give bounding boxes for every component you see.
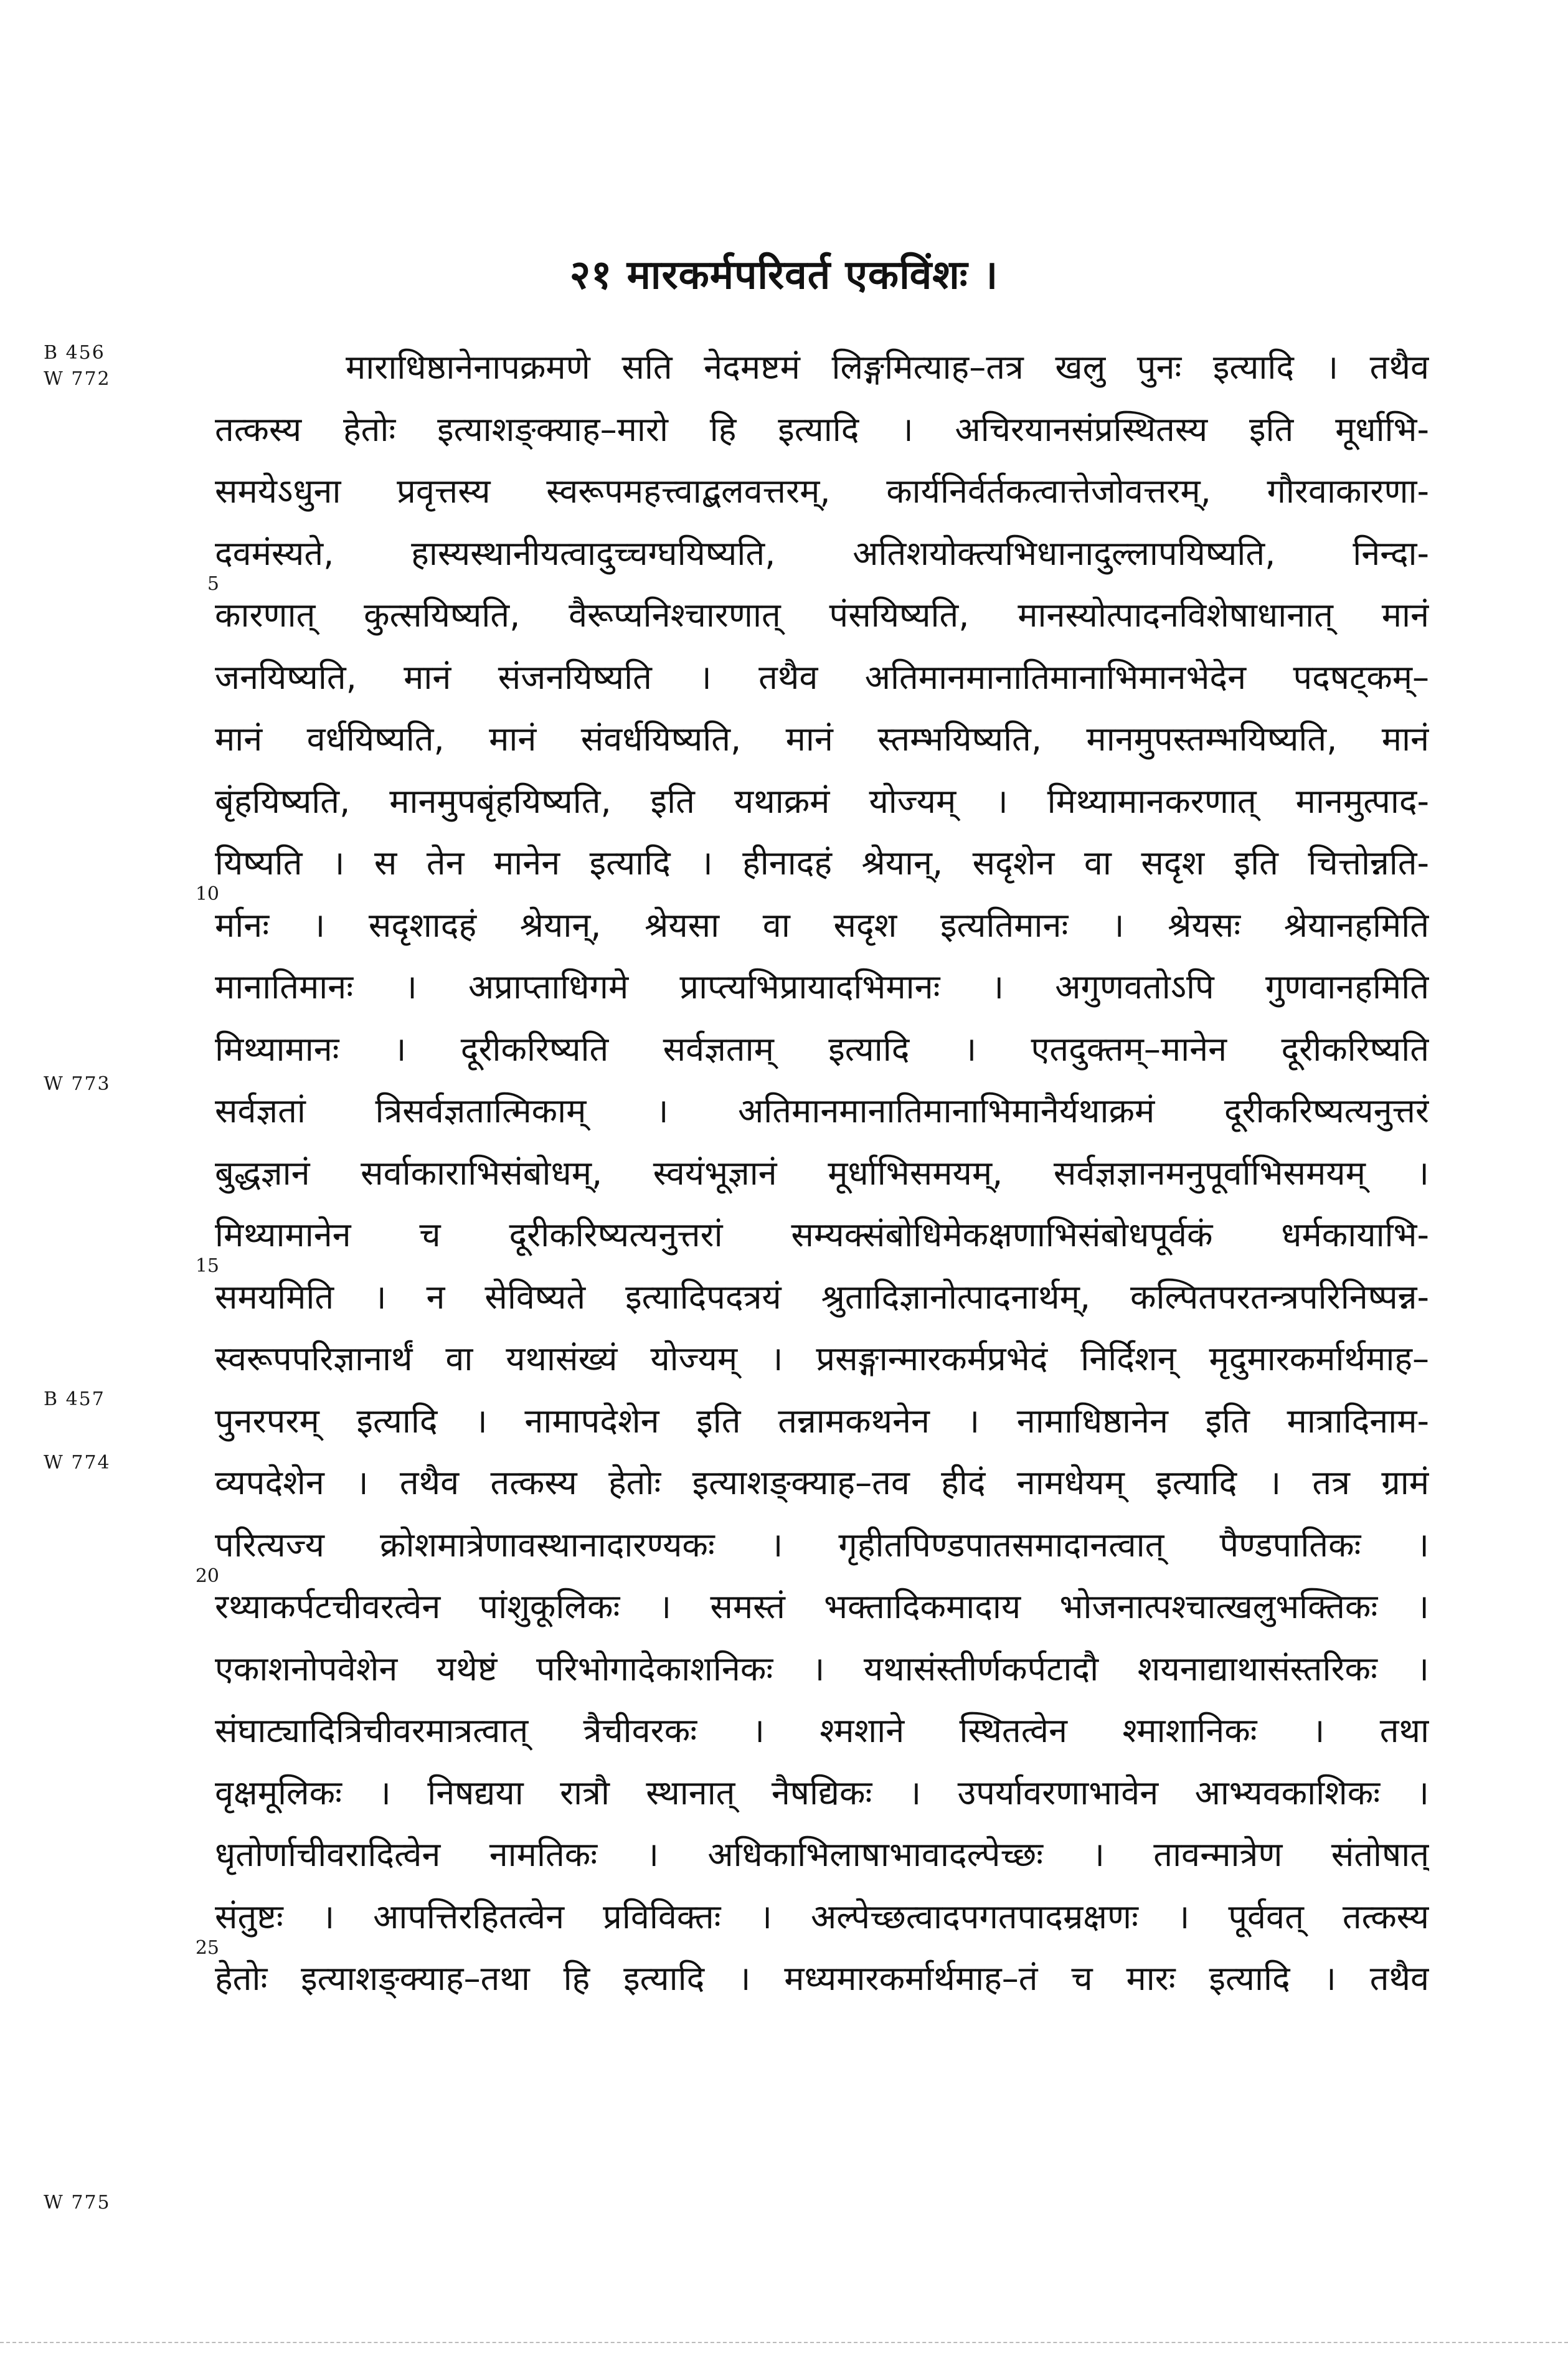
chapter-title: २१ मारकर्मपरिवर्त एकविंशः । xyxy=(569,252,999,298)
text-line: र्मानः । सदृशादहं श्रेयान्, श्रेयसा वा सदृश इत्यतिमानः । श्रेयसः श्रेयानहमिति xyxy=(215,905,1429,945)
text-line: समयमिति । न सेविष्यते इत्यादिपदत्रयं श्रुतादिज्ञानोत्पादनार्थम्, कल्पितपरतन्त्रपरिनिष्पन्न- xyxy=(215,1277,1429,1317)
margin-ref-w773: W 773 xyxy=(44,1073,111,1095)
text-line: व्यपदेशेन । तथैव तत्कस्य हेतोः इत्याशङ्क्याह–तव हीदं नामधेयम् इत्यादि । तत्र ग्रामं xyxy=(215,1463,1429,1502)
text-line: माराधिष्ठानेनापक्रमणे सति नेदमष्टमं लिङ्गमित्याह–तत्र खलु पुनः इत्यादि । तथैव xyxy=(346,348,1429,387)
line-number-5: 5 xyxy=(207,573,219,595)
text-line: बृंहयिष्यति, मानमुपबृंहयिष्यति, इति यथाक्रमं योज्यम् । मिथ्यामानकरणात् मानमुत्पाद- xyxy=(215,781,1429,821)
text-line: सर्वज्ञतां त्रिसर्वज्ञतात्मिकाम् । अतिमानमानातिमानाभिमानैर्यथाक्रमं दूरीकरिष्यत्यनुत्तरं xyxy=(215,1091,1429,1130)
line-number-25: 25 xyxy=(195,1937,219,1959)
text-line: यिष्यति । स तेन मानेन इत्यादि । हीनादहं श्रेयान्, सदृशेन वा सदृश इति चित्तोन्नति- xyxy=(215,843,1429,883)
margin-ref-b457: B 457 xyxy=(44,1388,105,1410)
line-number-20: 20 xyxy=(195,1565,219,1587)
text-line: संतुष्टः । आपत्तिरहितत्वेन प्रविविक्तः । अल्पेच्छत्वादपगतपादम्रक्षणः । पूर्ववत् तत्कस्य xyxy=(215,1897,1429,1936)
text-line: जनयिष्यति, मानं संजनयिष्यति । तथैव अतिमानमानातिमानाभिमानभेदेन पदषट्कम्– xyxy=(215,657,1429,697)
text-line: पुनरपरम् इत्यादि । नामापदेशेन इति तन्नामकथनेन । नामाधिष्ठानेन इति मात्रादिनाम- xyxy=(215,1401,1429,1441)
text-line: परित्यज्य क्रोशमात्रेणावस्थानादारण्यकः । गृहीतपिण्डपातसमादानत्वात् पैण्डपातिकः । xyxy=(215,1525,1429,1565)
commentary-text xyxy=(215,336,1429,2010)
margin-ref-w774: W 774 xyxy=(44,1452,111,1474)
text-line: हेतोः इत्याशङ्क्याह–तथा हि इत्यादि । मध्यमारकर्मार्थमाह–तं च मारः इत्यादि । तथैव xyxy=(215,1959,1429,1998)
text-line: स्वरूपपरिज्ञानार्थं वा यथासंख्यं योज्यम् । प्रसङ्गान्मारकर्मप्रभेदं निर्दिशन् मृदुमारकर्मार्थमाह– xyxy=(215,1339,1429,1378)
text-line: मिथ्यामानः । दूरीकरिष्यति सर्वज्ञताम् इत्यादि । एतदुक्तम्–मानेन दूरीकरिष्यति xyxy=(215,1029,1429,1069)
line-number-10: 10 xyxy=(195,883,219,905)
text-line: संघाट्यादित्रिचीवरमात्रत्वात् त्रैचीवरकः । श्मशाने स्थितत्वेन श्माशानिकः । तथा xyxy=(215,1711,1429,1750)
text-line: एकाशनोपवेशेन यथेष्टं परिभोगादेकाशनिकः । यथासंस्तीर्णकर्पटादौ शयनाद्याथासंस्तरिकः । xyxy=(215,1649,1429,1689)
text-line: मानं वर्धयिष्यति, मानं संवर्धयिष्यति, मानं स्तम्भयिष्यति, मानमुपस्तम्भयिष्यति, मानं xyxy=(215,719,1429,759)
margin-ref-w775: W 775 xyxy=(44,2192,111,2214)
text-line: वृक्षमूलिकः । निषद्यया रात्रौ स्थानात् नैषद्यिकः । उपर्यावरणाभावेन आभ्यवकाशिकः । xyxy=(215,1773,1429,1812)
line-number-15: 15 xyxy=(195,1255,219,1277)
text-line: तत्कस्य हेतोः इत्याशङ्क्याह–मारो हि इत्यादि । अचिरयानसंप्रस्थितस्य इति मूर्धाभि- xyxy=(215,409,1429,449)
text-line: मिथ्यामानेन च दूरीकरिष्यत्यनुत्तरां सम्यक्संबोधिमेकक्षणाभिसंबोधपूर्वकं धर्मकायाभि- xyxy=(215,1215,1429,1254)
text-line: समयेऽधुना प्रवृत्तस्य स्वरूपमहत्त्वाद्बलवत्तरम्, कार्यनिर्वर्तकत्वात्तेजोवत्तरम्, गौरवाकारणा- xyxy=(215,471,1429,511)
margin-ref-w772: W 772 xyxy=(44,368,111,390)
page-bottom-edge xyxy=(0,2342,1568,2343)
text-line: मानातिमानः । अप्राप्ताधिगमे प्राप्त्यभिप्रायादभिमानः । अगुणवतोऽपि गुणवानहमिति xyxy=(215,967,1429,1007)
text-line: कारणात् कुत्सयिष्यति, वैरूप्यनिश्चारणात् पंसयिष्यति, मानस्योत्पादनविशेषाधानात् मानं xyxy=(215,595,1429,635)
margin-ref-b456: B 456 xyxy=(44,342,105,364)
text-line: धृतोर्णाचीवरादित्वेन नामतिकः । अधिकाभिलाषाभावादल्पेच्छः । तावन्मात्रेण संतोषात् xyxy=(215,1835,1429,1874)
text-line: दवमंस्यते, हास्यस्थानीयत्वादुच्चग्घयिष्यति, अतिशयोक्त्यभिधानादुल्लापयिष्यति, निन्दा- xyxy=(215,533,1429,573)
text-line: बुद्धज्ञानं सर्वाकाराभिसंबोधम्, स्वयंभूज्ञानं मूर्धाभिसमयम्, सर्वज्ञज्ञानमनुपूर्वाभिसमयम् । xyxy=(215,1153,1429,1193)
text-line: रथ्याकर्पटचीवरत्वेन पांशुकूलिकः । समस्तं भक्तादिकमादाय भोजनात्पश्चात्खलुभक्तिकः । xyxy=(215,1587,1429,1626)
